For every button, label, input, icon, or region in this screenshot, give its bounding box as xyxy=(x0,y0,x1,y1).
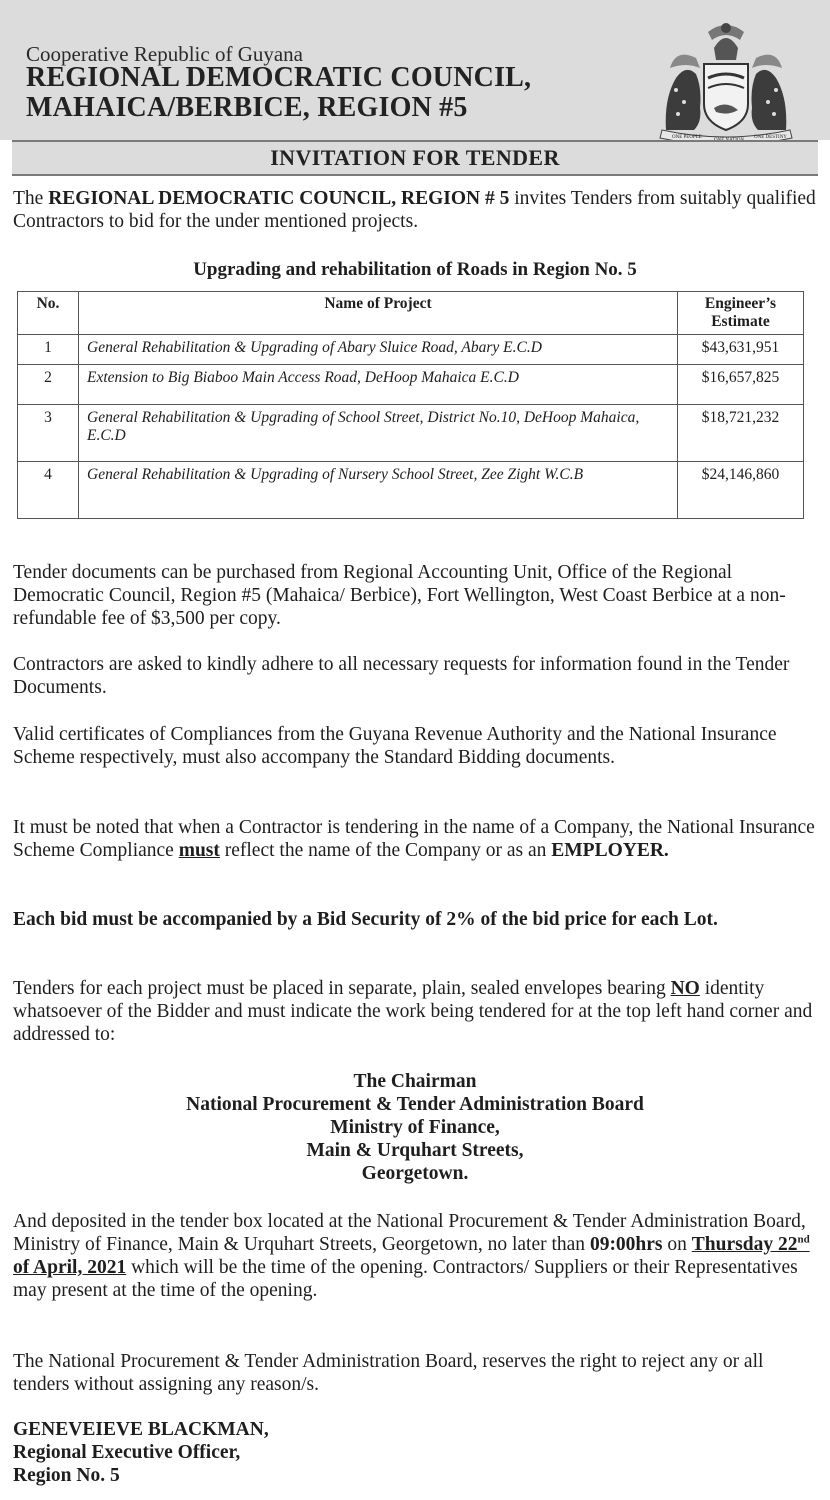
row-no: 1 xyxy=(18,335,79,365)
deposit-time: 09:00hrs xyxy=(589,1234,663,1255)
company-mid: reflect the name of the Company or as an xyxy=(219,840,552,861)
intro-post: invites Tenders from suitably qualified Contractors to bid for the under mentioned projects. xyxy=(13,188,816,232)
council-name: REGIONAL DEMOCRATIC COUNCIL, xyxy=(26,62,532,93)
deposit-date-b: of April, 2021 xyxy=(13,1257,127,1278)
table-row xyxy=(18,335,804,365)
deposit-date-sup: nd xyxy=(797,1233,810,1246)
company-must: must xyxy=(178,840,220,861)
row-project: General Rehabilitation & Upgrading of Nursery School Street, Zee Zight W.C.B xyxy=(79,462,678,519)
envelopes-no: NO xyxy=(670,978,700,999)
row-estimate: $16,657,825 xyxy=(678,365,804,405)
reserves-paragraph: The National Procurement & Tender Administration Board, reserves the right to reject any or all tenders without assigning any reason/s. xyxy=(13,1351,764,1395)
signatory-name: GENEVEIEVE BLACKMAN, xyxy=(13,1419,269,1440)
company-employer: EMPLOYER. xyxy=(551,840,669,861)
envelopes-paragraph xyxy=(13,977,817,1046)
row-estimate: $24,146,860 xyxy=(678,462,804,519)
table-title: Upgrading and rehabilitation of Roads in Region No. 5 xyxy=(193,259,637,280)
projects-table xyxy=(17,291,804,519)
header-project: Name of Project xyxy=(79,292,678,335)
purchase-paragraph: Tender documents can be purchased from Regional Accounting Unit, Office of the Regional Democratic Council, Region #5 (Mahaica/ Berbice), Fort Wellington, West Coast Berbice at a non- refundable fee of $3,500 per copy. xyxy=(13,562,786,629)
table-header-row xyxy=(18,292,804,335)
address-line-2: National Procurement & Tender Administration Board xyxy=(186,1094,644,1115)
header-no: No. xyxy=(18,292,79,335)
intro-paragraph xyxy=(13,187,817,233)
row-estimate: $18,721,232 xyxy=(678,405,804,462)
address-block xyxy=(0,1070,830,1185)
row-project: General Rehabilitation & Upgrading of Abary Sluice Road, Abary E.C.D xyxy=(79,335,678,365)
deposit-pre: And deposited in the tender box located at the National Procurement & Tender Administration Board, Ministry of Finance, Main & Urquhart Streets, Georgetown, no later than xyxy=(13,1211,806,1255)
address-line-1: The Chairman xyxy=(353,1071,477,1092)
row-no: 2 xyxy=(18,365,79,405)
certificates-paragraph: Valid certificates of Compliances from the Guyana Revenue Authority and the National Insurance Scheme respectively, must also accompany the Standard Bidding documents. xyxy=(13,724,777,768)
signatory-region: Region No. 5 xyxy=(13,1465,120,1486)
crest-motto-1: ONE PEOPLE xyxy=(672,135,702,140)
signature-block xyxy=(13,1418,817,1487)
address-line-3: Ministry of Finance, xyxy=(330,1117,500,1138)
deposit-date-a: Thursday 22 xyxy=(691,1234,798,1255)
notice-title: INVITATION FOR TENDER xyxy=(270,145,560,170)
deposit-on: on xyxy=(662,1234,692,1255)
row-no: 3 xyxy=(18,405,79,462)
row-project: Extension to Big Biaboo Main Access Road, DeHoop Mahaica E.C.D xyxy=(79,365,678,405)
intro-council: REGIONAL DEMOCRATIC COUNCIL, REGION # 5 xyxy=(48,188,510,209)
table-row xyxy=(18,462,804,519)
intro-pre: The xyxy=(13,188,49,209)
coat-of-arms-icon xyxy=(656,18,796,142)
table-row xyxy=(18,405,804,462)
crest-motto-3: ONE DESTINY xyxy=(754,135,787,140)
row-project: General Rehabilitation & Upgrading of School Street, District No.10, DeHoop Mahaica, E.C.D xyxy=(79,405,678,462)
signatory-role: Regional Executive Officer, xyxy=(13,1442,241,1463)
title-band xyxy=(12,140,818,176)
envelopes-post: identity whatsoever of the Bidder and must indicate the work being tendered for at the top left hand corner and addressed to: xyxy=(13,978,813,1045)
header-estimate-line1: Engineer’s xyxy=(704,295,777,312)
table-row xyxy=(18,365,804,405)
row-no: 4 xyxy=(18,462,79,519)
region-name: MAHAICA/BERBICE, REGION #5 xyxy=(26,92,468,123)
deposit-post: which will be the time of the opening. Contractors/ Suppliers or their Representatives may present at the time of the opening. xyxy=(13,1257,798,1301)
bid-security-paragraph: Each bid must be accompanied by a Bid Security of 2% of the bid price for each Lot. xyxy=(13,909,718,930)
address-line-5: Georgetown. xyxy=(361,1163,469,1184)
company-paragraph xyxy=(13,816,817,862)
header-estimate-line2: Estimate xyxy=(711,313,770,330)
envelopes-pre: Tenders for each project must be placed in separate, plain, sealed envelopes bearing xyxy=(13,978,671,999)
header-estimate xyxy=(678,292,804,335)
country-name: Cooperative Republic of Guyana xyxy=(26,42,303,66)
adhere-paragraph: Contractors are asked to kindly adhere to all necessary requests for information found in the Tender Documents. xyxy=(13,654,790,698)
header-band xyxy=(0,0,830,140)
deposit-paragraph xyxy=(13,1210,817,1302)
address-line-4: Main & Urquhart Streets, xyxy=(306,1140,524,1161)
row-estimate: $43,631,951 xyxy=(678,335,804,365)
company-pre: It must be noted that when a Contractor is tendering in the name of a Company, the National Insurance Scheme Compliance xyxy=(13,817,815,861)
